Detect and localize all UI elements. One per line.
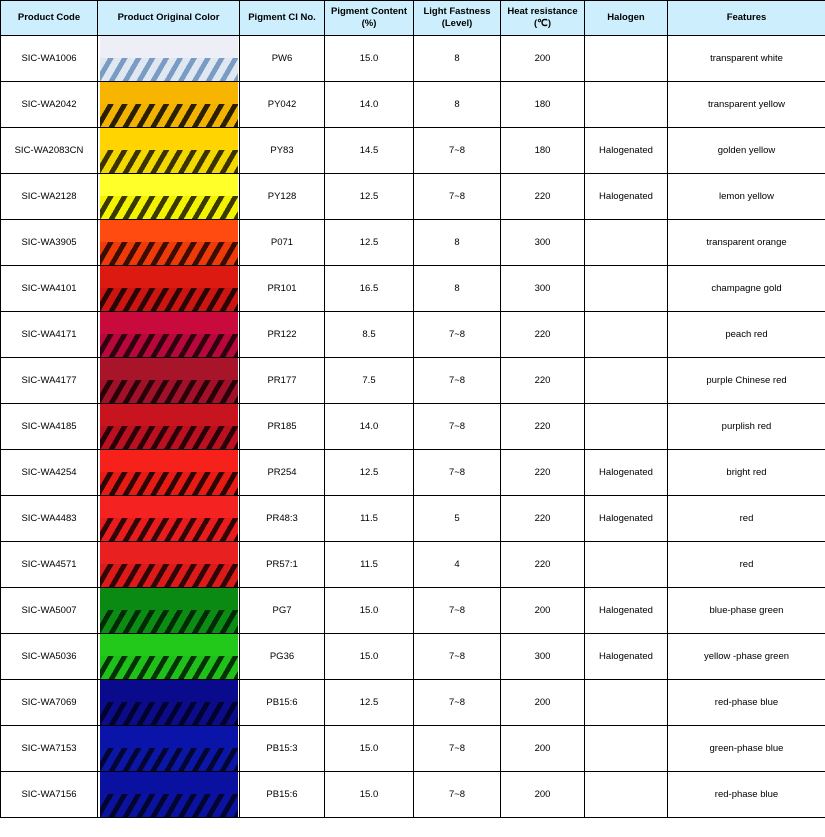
light-fastness-cell: 7~8: [414, 358, 501, 404]
pigment-ci-cell: PR57:1: [240, 542, 325, 588]
light-fastness-cell: 7~8: [414, 128, 501, 174]
pigment-ci-cell: PR122: [240, 312, 325, 358]
pigment-content-cell: 11.5: [325, 496, 414, 542]
header-pigment-ci: Pigment CI No.: [240, 1, 325, 36]
pigment-ci-cell: PY042: [240, 82, 325, 128]
table-row: [1, 36, 825, 82]
halogen-cell: [585, 726, 668, 772]
color-swatch: [100, 404, 238, 449]
product-code-cell: SIC-WA4483: [1, 496, 98, 542]
light-fastness-cell: 8: [414, 266, 501, 312]
color-swatch: [100, 174, 238, 219]
color-swatch-solid: [100, 726, 238, 748]
color-swatch-cell: [98, 772, 240, 818]
color-swatch-solid: [100, 220, 238, 242]
product-code-cell: SIC-WA3905: [1, 220, 98, 266]
color-swatch-cell: [98, 726, 240, 772]
light-fastness-cell: 7~8: [414, 588, 501, 634]
color-swatch: [100, 726, 238, 771]
features-cell: purplish red: [668, 404, 825, 450]
halogen-cell: [585, 404, 668, 450]
color-swatch: [100, 128, 238, 173]
color-swatch: [100, 542, 238, 587]
color-swatch: [100, 588, 238, 633]
color-swatch-striped: [100, 104, 238, 127]
pigment-ci-cell: PR48:3: [240, 496, 325, 542]
product-code-cell: SIC-WA1006: [1, 36, 98, 82]
heat-resistance-cell: 220: [501, 404, 585, 450]
features-cell: golden yellow: [668, 128, 825, 174]
header-halogen: Halogen: [585, 1, 668, 36]
pigment-content-cell: 12.5: [325, 450, 414, 496]
table-row: [1, 450, 825, 496]
color-swatch-solid: [100, 312, 238, 334]
halogen-cell: Halogenated: [585, 128, 668, 174]
features-cell: green-phase blue: [668, 726, 825, 772]
product-code-cell: SIC-WA7153: [1, 726, 98, 772]
light-fastness-cell: 7~8: [414, 312, 501, 358]
color-swatch: [100, 36, 238, 81]
color-swatch-solid: [100, 542, 238, 564]
pigment-ci-cell: PY83: [240, 128, 325, 174]
color-swatch: [100, 266, 238, 311]
halogen-cell: Halogenated: [585, 634, 668, 680]
light-fastness-cell: 4: [414, 542, 501, 588]
halogen-cell: [585, 358, 668, 404]
color-swatch: [100, 680, 238, 725]
header-product-code: Product Code: [1, 1, 98, 36]
header-heat-resistance-line1: Heat resistance: [507, 6, 578, 17]
pigment-ci-cell: PR177: [240, 358, 325, 404]
light-fastness-cell: 8: [414, 82, 501, 128]
halogen-cell: [585, 220, 668, 266]
table-row: [1, 266, 825, 312]
color-swatch-striped: [100, 380, 238, 403]
color-swatch-cell: [98, 82, 240, 128]
pigment-content-cell: 11.5: [325, 542, 414, 588]
header-pigment-content: [325, 1, 414, 36]
product-code-cell: SIC-WA7069: [1, 680, 98, 726]
pigment-content-cell: 14.5: [325, 128, 414, 174]
color-swatch-solid: [100, 404, 238, 426]
product-code-cell: SIC-WA4185: [1, 404, 98, 450]
table-row: [1, 358, 825, 404]
halogen-cell: [585, 266, 668, 312]
table-row: [1, 404, 825, 450]
pigment-ci-cell: PW6: [240, 36, 325, 82]
features-cell: red: [668, 542, 825, 588]
heat-resistance-cell: 220: [501, 450, 585, 496]
color-swatch: [100, 634, 238, 679]
light-fastness-cell: 7~8: [414, 772, 501, 818]
header-light-fastness: [414, 1, 501, 36]
color-swatch-solid: [100, 266, 238, 288]
header-original-color: Product Original Color: [98, 1, 240, 36]
pigment-ci-cell: PY128: [240, 174, 325, 220]
halogen-cell: [585, 82, 668, 128]
color-swatch-cell: [98, 358, 240, 404]
color-swatch: [100, 772, 238, 817]
color-swatch-striped: [100, 242, 238, 265]
halogen-cell: [585, 36, 668, 82]
color-swatch-cell: [98, 450, 240, 496]
color-swatch-solid: [100, 772, 238, 794]
table-row: [1, 128, 825, 174]
table-row: [1, 634, 825, 680]
pigment-ci-cell: PG7: [240, 588, 325, 634]
heat-resistance-cell: 220: [501, 542, 585, 588]
pigment-content-cell: 15.0: [325, 634, 414, 680]
halogen-cell: Halogenated: [585, 496, 668, 542]
pigment-content-cell: 16.5: [325, 266, 414, 312]
color-swatch-striped: [100, 334, 238, 357]
color-swatch-cell: [98, 266, 240, 312]
color-swatch-cell: [98, 174, 240, 220]
header-pigment-content-line2: (%): [361, 18, 377, 29]
heat-resistance-cell: 220: [501, 174, 585, 220]
color-swatch: [100, 82, 238, 127]
heat-resistance-cell: 200: [501, 588, 585, 634]
features-cell: red: [668, 496, 825, 542]
table-row: [1, 312, 825, 358]
features-cell: bright red: [668, 450, 825, 496]
color-swatch: [100, 450, 238, 495]
pigment-ci-cell: PR185: [240, 404, 325, 450]
color-swatch: [100, 496, 238, 541]
halogen-cell: Halogenated: [585, 174, 668, 220]
features-cell: purple Chinese red: [668, 358, 825, 404]
color-swatch-striped: [100, 288, 238, 311]
pigment-content-cell: 8.5: [325, 312, 414, 358]
color-swatch-cell: [98, 220, 240, 266]
heat-resistance-cell: 220: [501, 358, 585, 404]
product-code-cell: SIC-WA4171: [1, 312, 98, 358]
product-code-cell: SIC-WA2042: [1, 82, 98, 128]
pigment-content-cell: 12.5: [325, 680, 414, 726]
heat-resistance-cell: 200: [501, 772, 585, 818]
table-row: [1, 220, 825, 266]
color-swatch-solid: [100, 82, 238, 104]
color-swatch-cell: [98, 404, 240, 450]
color-swatch-striped: [100, 58, 238, 81]
light-fastness-cell: 7~8: [414, 404, 501, 450]
features-cell: transparent yellow: [668, 82, 825, 128]
color-swatch-cell: [98, 680, 240, 726]
pigment-content-cell: 15.0: [325, 772, 414, 818]
header-row: [1, 1, 825, 36]
heat-resistance-cell: 200: [501, 726, 585, 772]
table-row: [1, 726, 825, 772]
pigment-ci-cell: PB15:3: [240, 726, 325, 772]
color-swatch-cell: [98, 312, 240, 358]
heat-resistance-cell: 200: [501, 36, 585, 82]
color-swatch-striped: [100, 472, 238, 495]
light-fastness-cell: 7~8: [414, 450, 501, 496]
color-swatch-cell: [98, 496, 240, 542]
color-swatch: [100, 358, 238, 403]
features-cell: transparent orange: [668, 220, 825, 266]
color-swatch-cell: [98, 588, 240, 634]
heat-resistance-cell: 220: [501, 312, 585, 358]
color-swatch-cell: [98, 542, 240, 588]
color-swatch-solid: [100, 450, 238, 472]
table-row: [1, 174, 825, 220]
color-swatch-solid: [100, 634, 238, 656]
color-swatch-solid: [100, 174, 238, 196]
color-swatch-striped: [100, 610, 238, 633]
product-code-cell: SIC-WA4177: [1, 358, 98, 404]
light-fastness-cell: 5: [414, 496, 501, 542]
features-cell: blue-phase green: [668, 588, 825, 634]
table-row: [1, 82, 825, 128]
heat-resistance-cell: 200: [501, 680, 585, 726]
heat-resistance-cell: 300: [501, 266, 585, 312]
product-code-cell: SIC-WA4101: [1, 266, 98, 312]
color-swatch-cell: [98, 128, 240, 174]
color-swatch-solid: [100, 680, 238, 702]
halogen-cell: [585, 312, 668, 358]
color-swatch-cell: [98, 634, 240, 680]
light-fastness-cell: 8: [414, 220, 501, 266]
halogen-cell: Halogenated: [585, 588, 668, 634]
halogen-cell: Halogenated: [585, 450, 668, 496]
header-heat-resistance: [501, 1, 585, 36]
header-heat-resistance-line2: (℃): [534, 18, 551, 29]
color-swatch: [100, 312, 238, 357]
product-code-cell: SIC-WA5007: [1, 588, 98, 634]
color-swatch-striped: [100, 564, 238, 587]
table-row: [1, 496, 825, 542]
pigment-content-cell: 14.0: [325, 82, 414, 128]
pigment-ci-cell: PR254: [240, 450, 325, 496]
pigment-ci-cell: PB15:6: [240, 772, 325, 818]
color-swatch-striped: [100, 748, 238, 771]
pigment-content-cell: 14.0: [325, 404, 414, 450]
product-code-cell: SIC-WA2083CN: [1, 128, 98, 174]
halogen-cell: [585, 772, 668, 818]
color-swatch-striped: [100, 426, 238, 449]
heat-resistance-cell: 220: [501, 496, 585, 542]
header-light-fastness-line2: (Level): [441, 18, 473, 29]
light-fastness-cell: 7~8: [414, 680, 501, 726]
pigment-content-cell: 12.5: [325, 174, 414, 220]
heat-resistance-cell: 300: [501, 220, 585, 266]
color-swatch-solid: [100, 588, 238, 610]
light-fastness-cell: 7~8: [414, 726, 501, 772]
light-fastness-cell: 8: [414, 36, 501, 82]
color-swatch-cell: [98, 36, 240, 82]
header-light-fastness-line1: Light Fastness: [423, 6, 491, 17]
pigment-ci-cell: PR101: [240, 266, 325, 312]
pigment-ci-cell: PB15:6: [240, 680, 325, 726]
pigment-ci-cell: PG36: [240, 634, 325, 680]
heat-resistance-cell: 300: [501, 634, 585, 680]
features-cell: red-phase blue: [668, 772, 825, 818]
features-cell: peach red: [668, 312, 825, 358]
color-swatch-solid: [100, 36, 238, 58]
pigment-ci-cell: P071: [240, 220, 325, 266]
color-swatch-striped: [100, 150, 238, 173]
pigment-content-cell: 15.0: [325, 588, 414, 634]
product-code-cell: SIC-WA4254: [1, 450, 98, 496]
halogen-cell: [585, 680, 668, 726]
color-swatch-striped: [100, 656, 238, 679]
color-swatch-solid: [100, 496, 238, 518]
heat-resistance-cell: 180: [501, 82, 585, 128]
pigment-content-cell: 7.5: [325, 358, 414, 404]
color-swatch-solid: [100, 128, 238, 150]
color-swatch-striped: [100, 794, 238, 817]
header-features: Features: [668, 1, 825, 36]
product-code-cell: SIC-WA4571: [1, 542, 98, 588]
product-code-cell: SIC-WA7156: [1, 772, 98, 818]
pigment-content-cell: 15.0: [325, 726, 414, 772]
features-cell: lemon yellow: [668, 174, 825, 220]
table-row: [1, 588, 825, 634]
product-code-cell: SIC-WA5036: [1, 634, 98, 680]
light-fastness-cell: 7~8: [414, 634, 501, 680]
product-code-cell: SIC-WA2128: [1, 174, 98, 220]
heat-resistance-cell: 180: [501, 128, 585, 174]
color-swatch-striped: [100, 518, 238, 541]
light-fastness-cell: 7~8: [414, 174, 501, 220]
color-swatch-striped: [100, 196, 238, 219]
table-row: [1, 542, 825, 588]
color-swatch-solid: [100, 358, 238, 380]
features-cell: yellow -phase green: [668, 634, 825, 680]
pigment-content-cell: 15.0: [325, 36, 414, 82]
features-cell: red-phase blue: [668, 680, 825, 726]
color-swatch-striped: [100, 702, 238, 725]
features-cell: transparent white: [668, 36, 825, 82]
header-pigment-content-line1: Pigment Content: [331, 6, 407, 17]
pigment-content-cell: 12.5: [325, 220, 414, 266]
table-row: [1, 772, 825, 818]
table-row: [1, 680, 825, 726]
color-swatch: [100, 220, 238, 265]
features-cell: champagne gold: [668, 266, 825, 312]
halogen-cell: [585, 542, 668, 588]
